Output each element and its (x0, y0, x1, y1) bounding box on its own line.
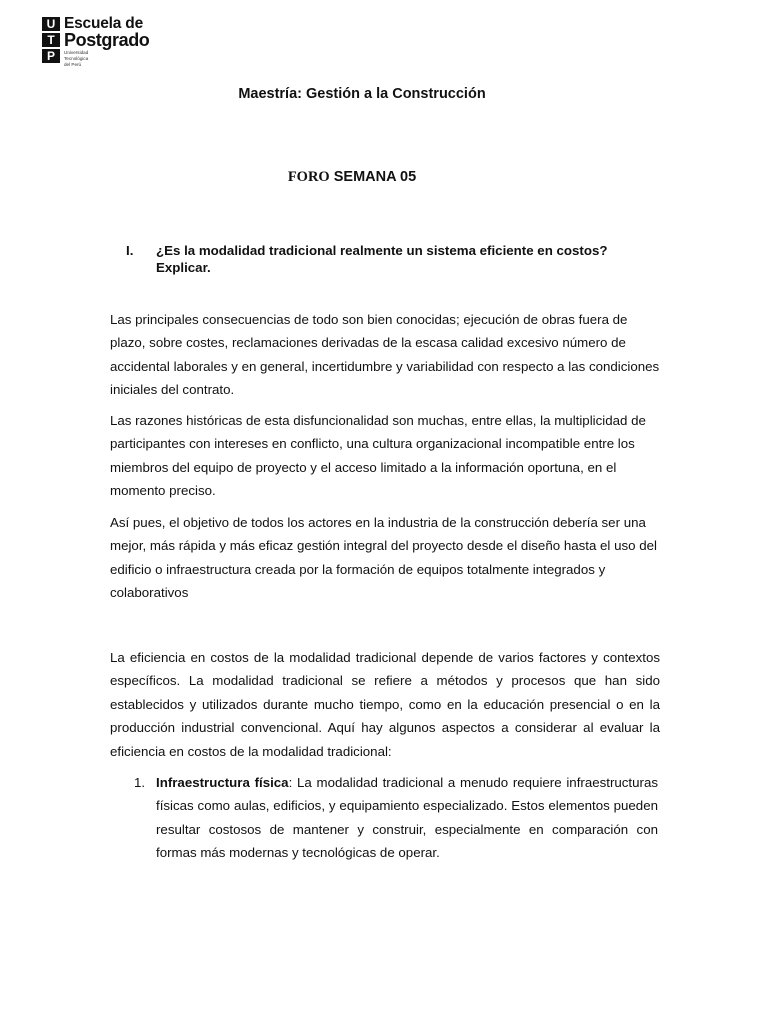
logo-line-2: Postgrado (64, 30, 150, 50)
logo-letter-t: T (42, 33, 60, 47)
list-item-text (156, 771, 658, 865)
list-item-number: 1. (134, 775, 146, 790)
forum-title-word: FORO (287, 169, 330, 185)
paragraph-3: Así pues, el objetivo de todos los actores en la industria de la construcción debería ser una mejor, más rápida y más eficaz gestión integral del proyecto desde el diseño hasta el uso del edificio o infraestructura creada por la formación de equipos totalmente integrados y colaborativos (110, 515, 657, 601)
program-title: Maestría: Gestión a la Construcción (238, 86, 486, 102)
logo-text (64, 16, 149, 67)
question-text: ¿Es la modalidad tradicional realmente un sistema eficiente en costos? Explicar. (156, 243, 608, 275)
paragraph-4: La eficiencia en costos de la modalidad tradicional depende de varios factores y contextos específicos. La modalidad tradicional se refiere a métodos y procesos que han sido establecidos y utilizados durante mucho tiempo, como en la educación presencial o en la producción industrial convencional. Aquí hay algunos aspectos a considerar al evaluar la eficiencia en costos de la modalidad tradicional: (110, 650, 660, 759)
logo-sub-1: Universidad (64, 50, 89, 55)
logo-letter-p: P (42, 49, 60, 63)
utp-letters-block (42, 17, 60, 63)
paragraph-2: Las razones históricas de esta disfuncionalidad son muchas, entre ellas, la multiplicidad de participantes con intereses en conflicto, una cultura organizacional incompatible entre los miembros del equipo de proyecto y el acceso limitado a la información oportuna, en el momento preciso. (110, 413, 646, 499)
logo-line-1: Escuela de (64, 15, 143, 32)
paragraph-1: Las principales consecuencias de todo son bien conocidas; ejecución de obras fuera de plazo, sobre costes, reclamaciones derivadas de la escasa calidad excesivo número de accidental laborales y en general, incertidumbre y variabilidad con respecto a las condiciones iniciales del contrato. (110, 312, 660, 398)
forum-title (0, 169, 736, 186)
forum-title-rest: SEMANA 05 (329, 169, 417, 185)
list-item-body: : La modalidad tradicional a menudo requiere infraestructuras físicas como aulas, edificios, y equipamiento especializado. Estos elementos pueden resultar costosos de mantener y construir, especialmente en comparación con formas más modernas y tecnológicas de operar. (156, 775, 658, 861)
question-number: I. (126, 243, 134, 258)
utp-logo (42, 17, 160, 65)
logo-sub-3: del Perú (64, 62, 82, 67)
list-item-term: Infraestructura física (156, 775, 289, 790)
logo-letter-u: U (42, 17, 60, 31)
logo-sub-2: Tecnológica (64, 56, 89, 61)
